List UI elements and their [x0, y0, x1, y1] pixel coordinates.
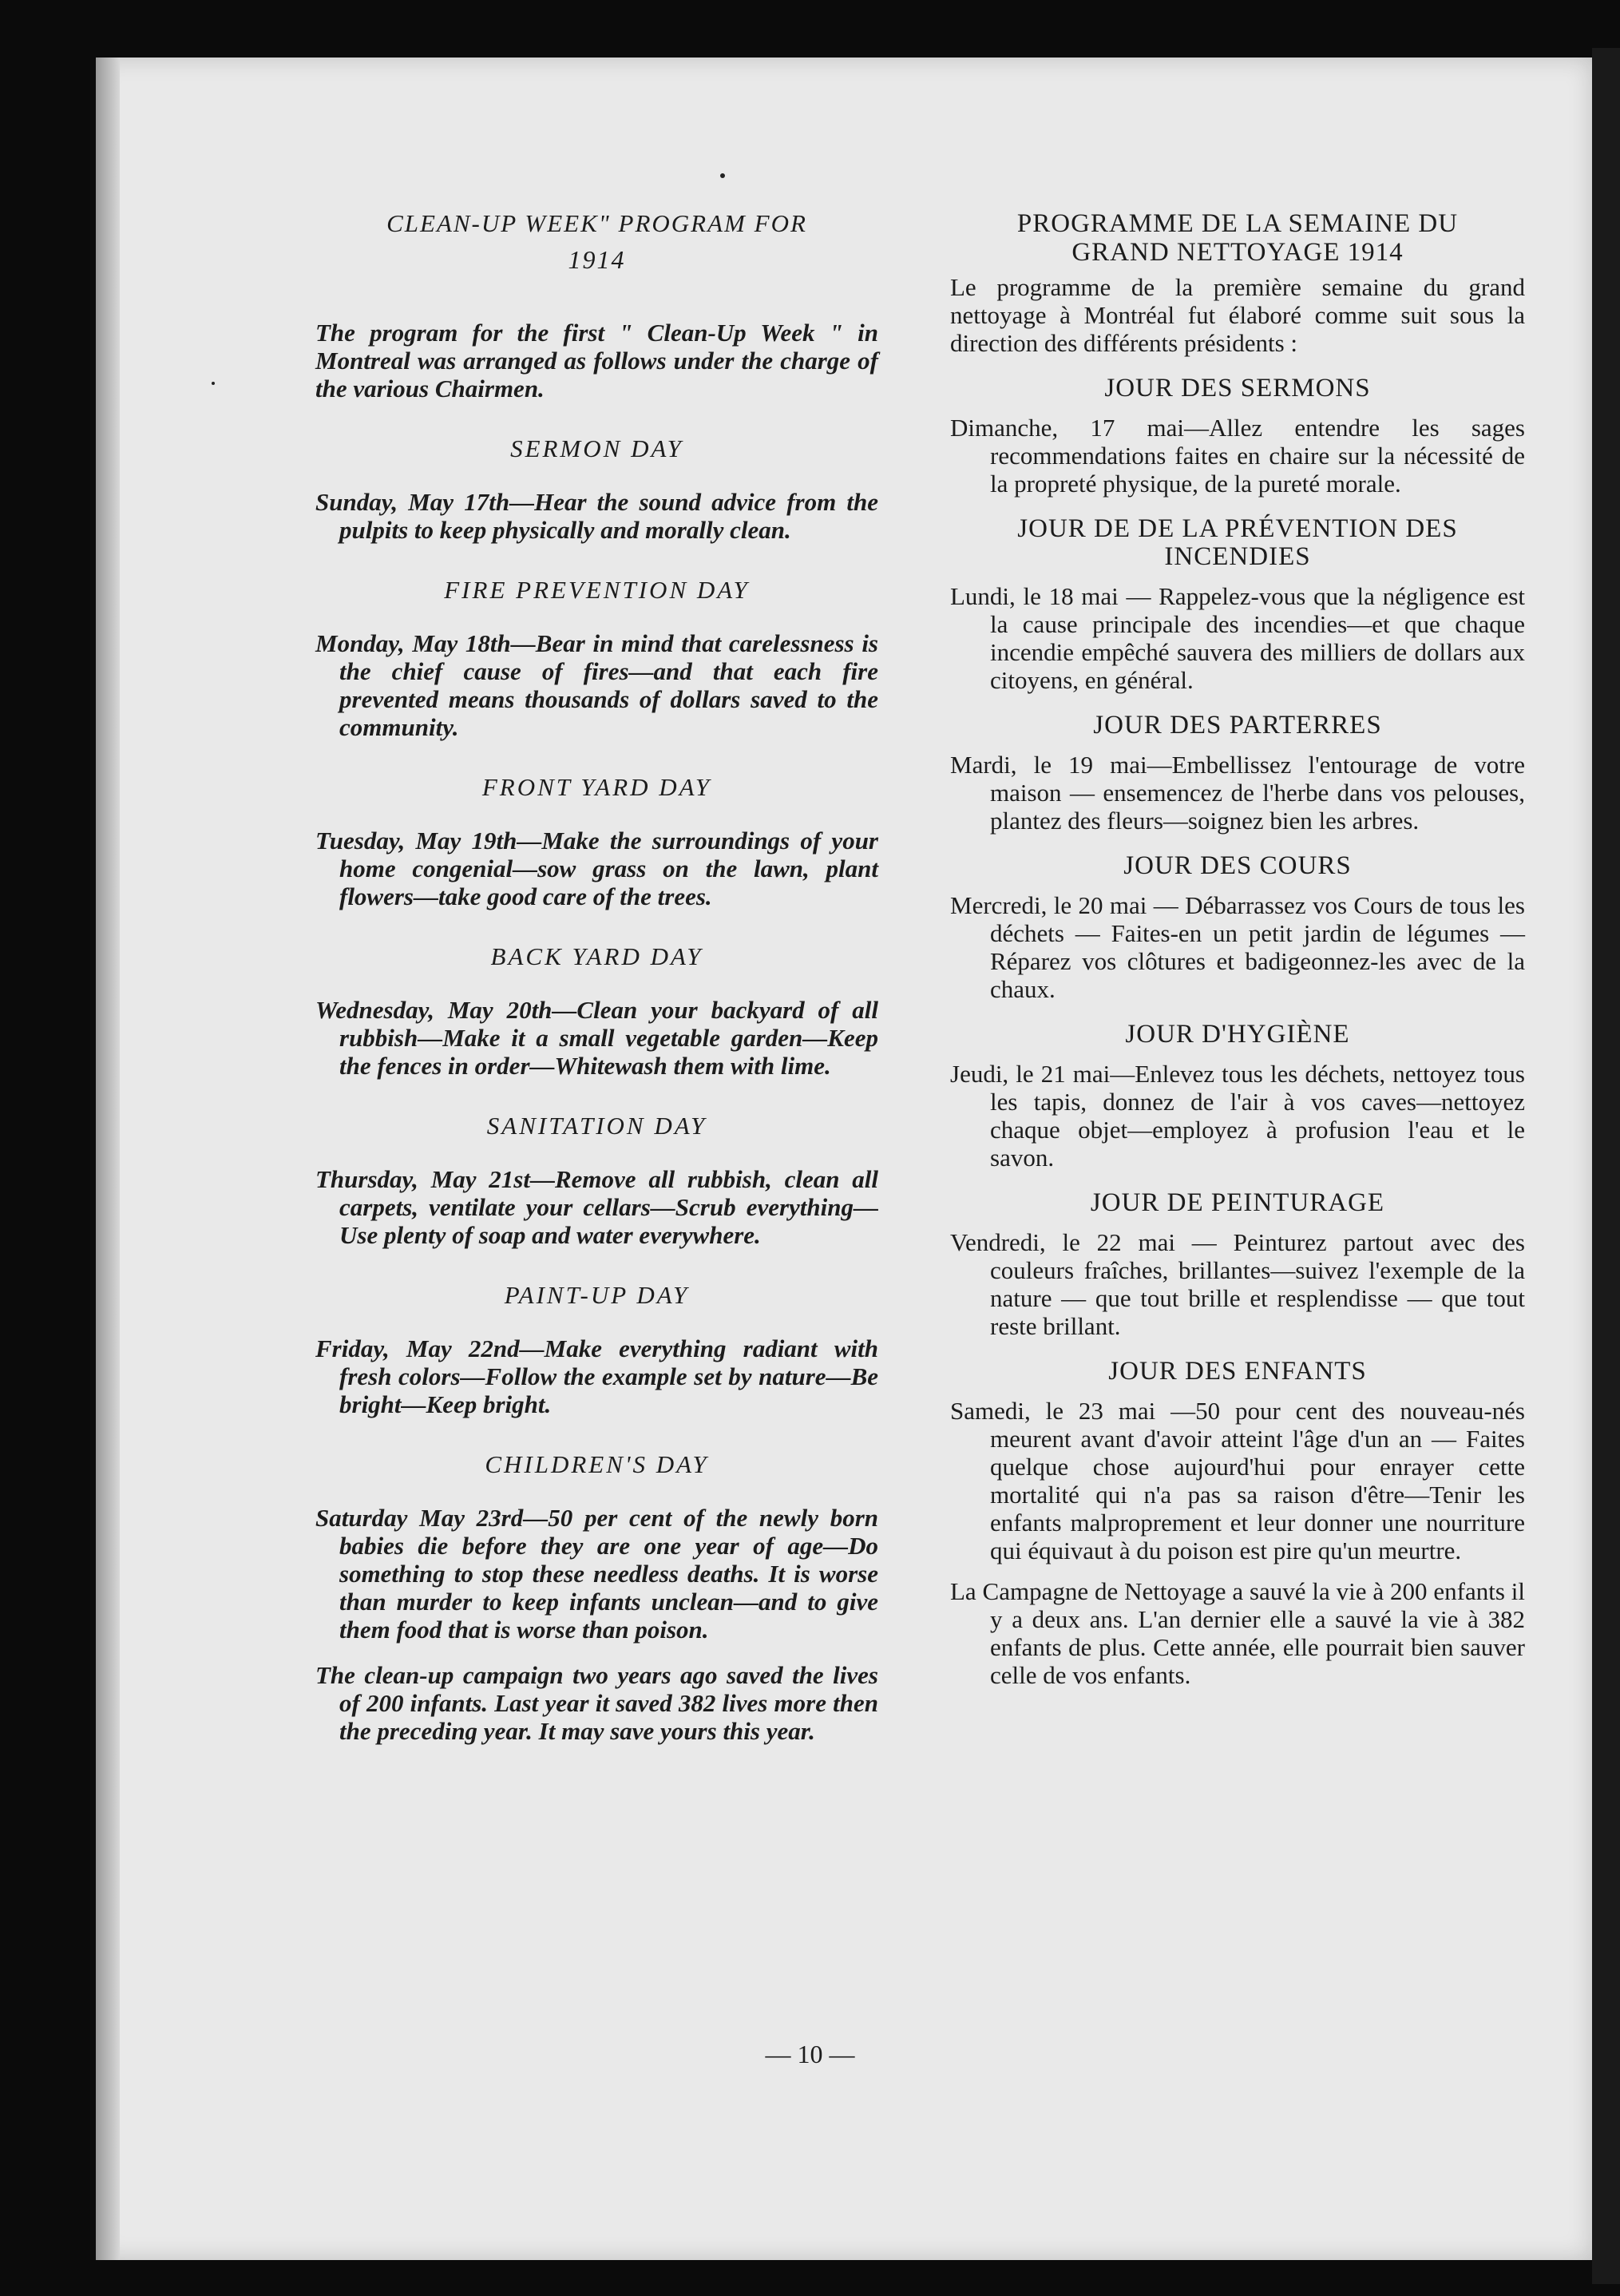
- french-column: [950, 209, 1525, 1689]
- english-section-text: Sunday, May 17th—Hear the sound advice from the pulpits to keep physically and morally clean.: [315, 488, 878, 544]
- english-heading: CLEAN-UP WEEK" PROGRAM FOR: [386, 209, 807, 237]
- french-section-text: Lundi, le 18 mai — Rappelez-vous que la négligence est la cause principale des incendies—et que chaque incendie empêché sauvera des milliers de dollars aux citoyens, en général.: [950, 582, 1525, 694]
- english-section-title: FRONT YARD DAY: [481, 773, 712, 801]
- french-section-title: JOUR DES SERMONS: [1104, 374, 1371, 402]
- english-section-title: SERMON DAY: [510, 434, 683, 462]
- french-title-line1: PROGRAMME DE LA SEMAINE DU: [1016, 209, 1459, 238]
- french-section-text: Mardi, le 19 mai—Embellissez l'entourage de votre maison — ensemencez de l'herbe dans vos pelouses, plantez des fleurs—soignez bien les arbres.: [950, 751, 1525, 835]
- french-title-line2: GRAND NETTOYAGE 1914: [1071, 238, 1404, 267]
- english-section-title: CHILDREN'S DAY: [485, 1450, 709, 1478]
- french-section-title: JOUR DE PEINTURAGE: [1090, 1188, 1385, 1217]
- english-section-title: FIRE PREVENTION DAY: [444, 576, 750, 604]
- french-section-title: JOUR D'HYGIÈNE: [1125, 1020, 1350, 1049]
- french-section-title: JOUR DES ENFANTS: [1108, 1357, 1367, 1386]
- french-section-text: Dimanche, 17 mai—Allez entendre les sages recommendations faites en chaire sur la nécessité de la propreté physique, de la pureté morale.: [950, 414, 1525, 498]
- english-section-title: PAINT-UP DAY: [504, 1281, 690, 1309]
- english-section-text: Saturday May 23rd—50 per cent of the newly born babies die before they are one year of age—Do something to stop these needless deaths. It is worse than murder to keep infants unclean—and to give them food that is worse than poison.: [315, 1504, 878, 1644]
- english-section-text: Monday, May 18th—Bear in mind that carelessness is the chief cause of fires—and that each fire prevented means thousands of dollars saved to the community.: [315, 629, 878, 741]
- french-section-title: JOUR DES COURS: [1123, 851, 1352, 880]
- french-title: [950, 209, 1525, 267]
- french-section-text: Jeudi, le 21 mai—Enlevez tous les déchets, nettoyez tous les tapis, donnez de l'air à vos caves—nettoyez chaque objet—employez à profusion l'eau et le savon.: [950, 1060, 1525, 1172]
- english-section-text: Friday, May 22nd—Make everything radiant with fresh colors—Follow the example set by nature—Be bright—Keep bright.: [315, 1334, 878, 1418]
- french-section-title: JOUR DE DE LA PRÉVENTION DES INCENDIES: [1017, 514, 1458, 571]
- french-section-text: Mercredi, le 20 mai — Débarrassez vos Cours de tous les déchets — Faites-en un petit jardin de légumes — Réparez vos clôtures et badigeonnez-les avec de la chaux.: [950, 891, 1525, 1003]
- english-column: [315, 209, 878, 1745]
- page-binding-edge: [96, 57, 120, 2260]
- english-section-text: Thursday, May 21st—Remove all rubbish, clean all carpets, ventilate your cellars—Scrub everything—Use plenty of soap and water everywhere.: [315, 1165, 878, 1249]
- english-year: 1914: [568, 245, 626, 274]
- french-section-text: Samedi, le 23 mai —50 pour cent des nouveau-nés meurent avant d'avoir atteint l'âge d'un an — Faites quelque chose aujourd'hui pour enrayer cette mortalité qui n'a pas sa raison d'être—Tenir les enfants malproprement et leur donner une nourriture qui équivaut à du poison est pire qu'un meurtre.: [950, 1397, 1525, 1564]
- english-intro: The program for the first " Clean-Up Week " in Montreal was arranged as follows under the charge of the various Chairmen.: [315, 319, 878, 402]
- english-section-text: Tuesday, May 19th—Make the surroundings of your home congenial—sow grass on the lawn, plant flowers—take good care of the trees.: [315, 827, 878, 910]
- print-speck: [720, 173, 725, 178]
- french-section-text: Vendredi, le 22 mai — Peinturez partout avec des couleurs fraîches, brillantes—suivez l'exemple de la nature — que tout brille et resplendisse — que tout reste brillant.: [950, 1228, 1525, 1340]
- french-section-title: JOUR DES PARTERRES: [1093, 711, 1382, 740]
- page-number: — 10 —: [765, 2040, 855, 2068]
- print-speck: [212, 382, 215, 385]
- english-section-text: Wednesday, May 20th—Clean your backyard of all rubbish—Make it a small vegetable garden—Keep the fences in order—Whitewash them with lime.: [315, 996, 878, 1080]
- english-section-title: BACK YARD DAY: [490, 942, 703, 970]
- english-closing: The clean-up campaign two years ago saved the lives of 200 infants. Last year it saved 382 lives more then the preceding year. It may save yours this year.: [315, 1661, 878, 1745]
- english-section-title: SANITATION DAY: [486, 1112, 707, 1140]
- facing-page-edge: [1592, 48, 1620, 2284]
- french-intro: Le programme de la première semaine du grand nettoyage à Montréal fut élaboré comme suit sous la direction des différents présidents :: [950, 273, 1525, 357]
- french-closing: La Campagne de Nettoyage a sauvé la vie à 200 enfants il y a deux ans. L'an dernier elle a sauvé la vie à 382 enfants de plus. Cette année, elle pourrait bien sauver celle de vos enfants.: [950, 1577, 1525, 1689]
